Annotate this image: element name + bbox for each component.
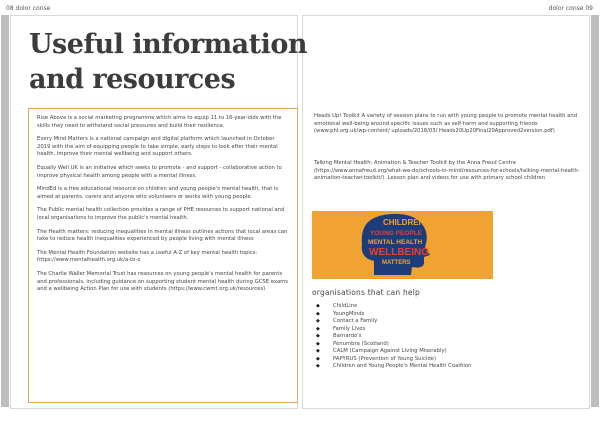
page-header-left: 08 dolor conse (6, 5, 51, 12)
diamond-bullet-icon: ◆ (316, 355, 320, 362)
resources-box (28, 108, 298, 403)
diamond-bullet-icon: ◆ (316, 318, 320, 324)
list-item: ◆ YoungMinds (316, 310, 365, 317)
list-item: ◆ Children and Young People's Mental Health Coalition (316, 363, 472, 369)
paragraph-health-matters: The Health matters: reducing inequalities in mental illness outlines actions that local areas can take to reduce health inequalities experienced by people living with mental illness (37, 228, 288, 243)
paragraph-public-mental-health: The Public mental health collection provides a range of PHE resources to support national and local organisations to improve the public's mental health. (37, 207, 285, 221)
page-edge-right (591, 15, 599, 407)
page-title: Useful information and resources (29, 29, 307, 95)
list-item: ◆ Penumbra (Scotland) (316, 340, 389, 347)
diamond-bullet-icon: ◆ (316, 333, 320, 339)
paragraph-minded: MindEd is a free educational resource on children and young people's mental health, that is aimed at parents, carers and anyone who volunteers or works with young people. (37, 186, 279, 200)
diamond-bullet-icon: ◆ (316, 340, 320, 347)
banner-word-3: MENTAL HEALTH (368, 239, 423, 246)
organisations-list (312, 303, 471, 371)
right-column-middle (314, 160, 584, 183)
diamond-bullet-icon: ◆ (316, 303, 320, 309)
page-header-right: dolor conse 09 (548, 5, 593, 12)
paragraph-talking-mental-health: Talking Mental Health: Animation & Teacher Toolkit by the Anna Freud Centre (https://www.annafreud.org/what-we-do/schools-in-mind/resources-for-schools/talking-mental-health-animation-teacher-toolkit/). Lesson plan and videos for use with primary school children (314, 160, 580, 182)
right-column-top (314, 113, 584, 136)
list-item: ◆ Barnardo's (316, 333, 362, 339)
list-item: ◆ ChildLine (316, 303, 358, 309)
head-silhouette-icon (312, 211, 493, 279)
diamond-bullet-icon: ◆ (316, 310, 320, 317)
diamond-bullet-icon: ◆ (316, 325, 320, 332)
banner-word-5: MATTERS (382, 260, 411, 266)
list-item: ◆ Family Lives (316, 325, 366, 332)
page-edge-left (1, 15, 9, 407)
list-item: ◆ PAPYRUS (Prevention of Young Suicide) (316, 355, 437, 362)
paragraph-mental-health-foundation: The Mental Health Foundation website has a useful A-Z of key mental health topics: https://www.mentalhealth.org.uk/a-to-z (37, 249, 258, 264)
paragraph-heads-up: Heads Up! Toolkit A variety of session plans to run with young people to promote mental health and emotional well-being around specific issues such as self-harm and supporting friends (www.phl.org.uk/wp-content/ uploads/2018/03/ Heads20Up20Final20Approved2version.pdf) (314, 113, 578, 135)
organisations-heading: organisations that can help (312, 288, 420, 297)
banner-word-2: YOUNG PEOPLE (370, 230, 423, 237)
list-item: ◆ CALM (Campaign Against Living Miserably) (316, 348, 447, 354)
paragraph-charlie-waller: The Charlie Waller Memorial Trust has resources on young people's mental health for parents and professionals, including guidance on supporting student mental health during GCSE exams and a wellbeing Action Plan for use with students (https://www.cwmt.org.uk/resources) (37, 270, 289, 293)
diamond-bullet-icon: ◆ (316, 348, 320, 354)
diamond-bullet-icon: ◆ (316, 363, 320, 369)
paragraph-rise-above: Rise Above is a social marketing programme which aims to equip 11 to 16-year-olds with the skills they need to withstand social pressures and build their resilience. (37, 115, 282, 129)
banner-word-4: WELLBEING (369, 247, 429, 258)
banner-word-1: CHILDREN (383, 218, 425, 227)
paragraph-every-mind-matters: Every Mind Matters is a national campaign and digital platform which launched in October 2019 with the aim of equipping people to take simple, early steps to look after their mental health, improve their mental wellbeing and support others. (37, 136, 278, 158)
paragraph-equally-well: Equally Well UK is an initiative which seeks to promote - and support - collaborative action to improve physical health among people with a mental illness. (37, 164, 282, 179)
mental-health-banner-image (312, 211, 493, 279)
list-item: ◆ Contact a Family (316, 318, 378, 324)
